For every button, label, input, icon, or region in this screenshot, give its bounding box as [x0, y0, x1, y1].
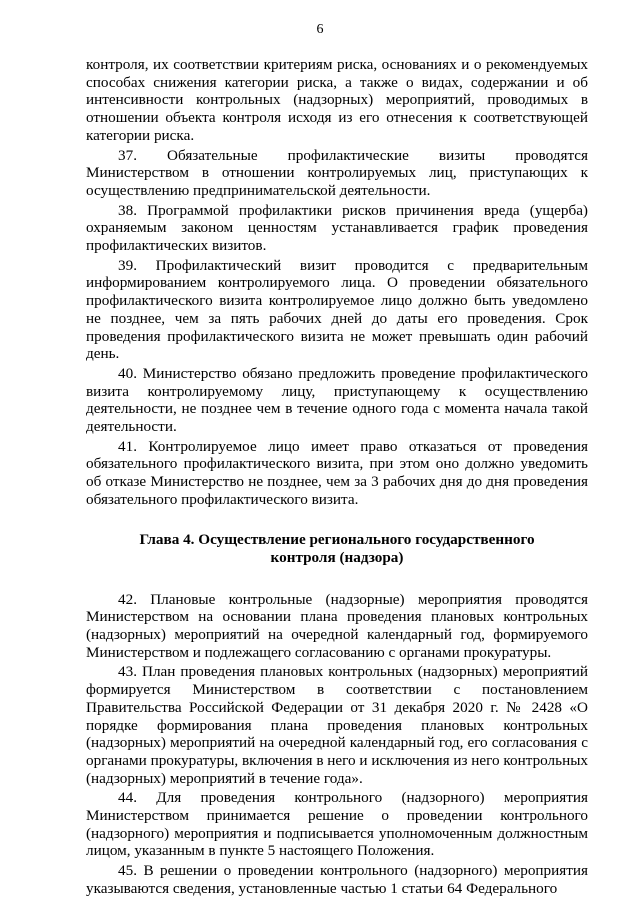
paragraph-42: 42. Плановые контрольные (надзорные) мероприятия проводятся Министерством на основании плана проведения плановых контрольных (надзорных) мероприятий на очередной календарный год, формируемого Министерством и подлежащего согласованию с органами прокуратуры. [86, 590, 588, 661]
paragraph-45: 45. В решении о проведении контрольного (надзорного) мероприятия указываются сведения, установленные частью 1 статьи 64 Федерального [86, 862, 588, 897]
chapter-heading: Глава 4. Осуществление регионального государственного контроля (надзора) [139, 530, 535, 566]
paragraph-39: 39. Профилактический визит проводится с предварительным информированием контролируемого лица. О проведении обязательного профилактического визита контролируемое лицо должно быть уведомлено не позднее, чем за пять рабочих дней до даты его проведения. Срок проведения профилактического визита не может превышать один рабочий день. [86, 256, 588, 363]
paragraph-38: 38. Программой профилактики рисков причинения вреда (ущерба) охраняемым законом ценностям устанавливается график проведения профилактических визитов. [86, 201, 588, 255]
paragraph-43: 43. План проведения плановых контрольных (надзорных) мероприятий формируется Министерством в соответствии с постановлением Правительства Российской Федерации от 31 декабря 2020 г. № 2428 «О порядке формирования плана проведения плановых контрольных (надзорных) мероприятий на очередной календарный год, его согласования с органами прокуратуры, включения в него и исключения из него контрольных (надзорных) мероприятий в течение года». [86, 663, 588, 787]
paragraph-40: 40. Министерство обязано предложить проведение профилактического визита контролируемому лицу, приступающему к осуществлению деятельности, не позднее чем в течение одного года с момента начала такой деятельности. [86, 364, 588, 436]
document-body [86, 56, 588, 900]
paragraph-continuation: контроля, их соответствии критериям риска, основаниях и о рекомендуемых способах снижения категории риска, а также о видах, содержании и об интенсивности контрольных (надзорных) мероприятий, проводимых в отношении объекта контроля исходя из его отнесения к соответствующей категории риска. [86, 56, 588, 144]
paragraph-44: 44. Для проведения контрольного (надзорного) мероприятия Министерством принимается решение о проведении контрольного (надзорного) мероприятия и подписывается уполномоченным должностным лицом, указанным в пункте 5 настоящего Положения. [86, 789, 588, 860]
paragraph-41: 41. Контролируемое лицо имеет право отказаться от проведения обязательного профилактического визита, при этом оно должно уведомить об отказе Министерство не позднее, чем за 3 рабочих дня до дня проведения обязательного профилактического визита. [86, 437, 588, 508]
page-number: 6 [316, 22, 324, 37]
paragraph-37: 37. Обязательные профилактические визиты проводятся Министерством в отношении контролируемых лиц, приступающих к осуществлению предпринимательской деятельности. [86, 146, 588, 199]
